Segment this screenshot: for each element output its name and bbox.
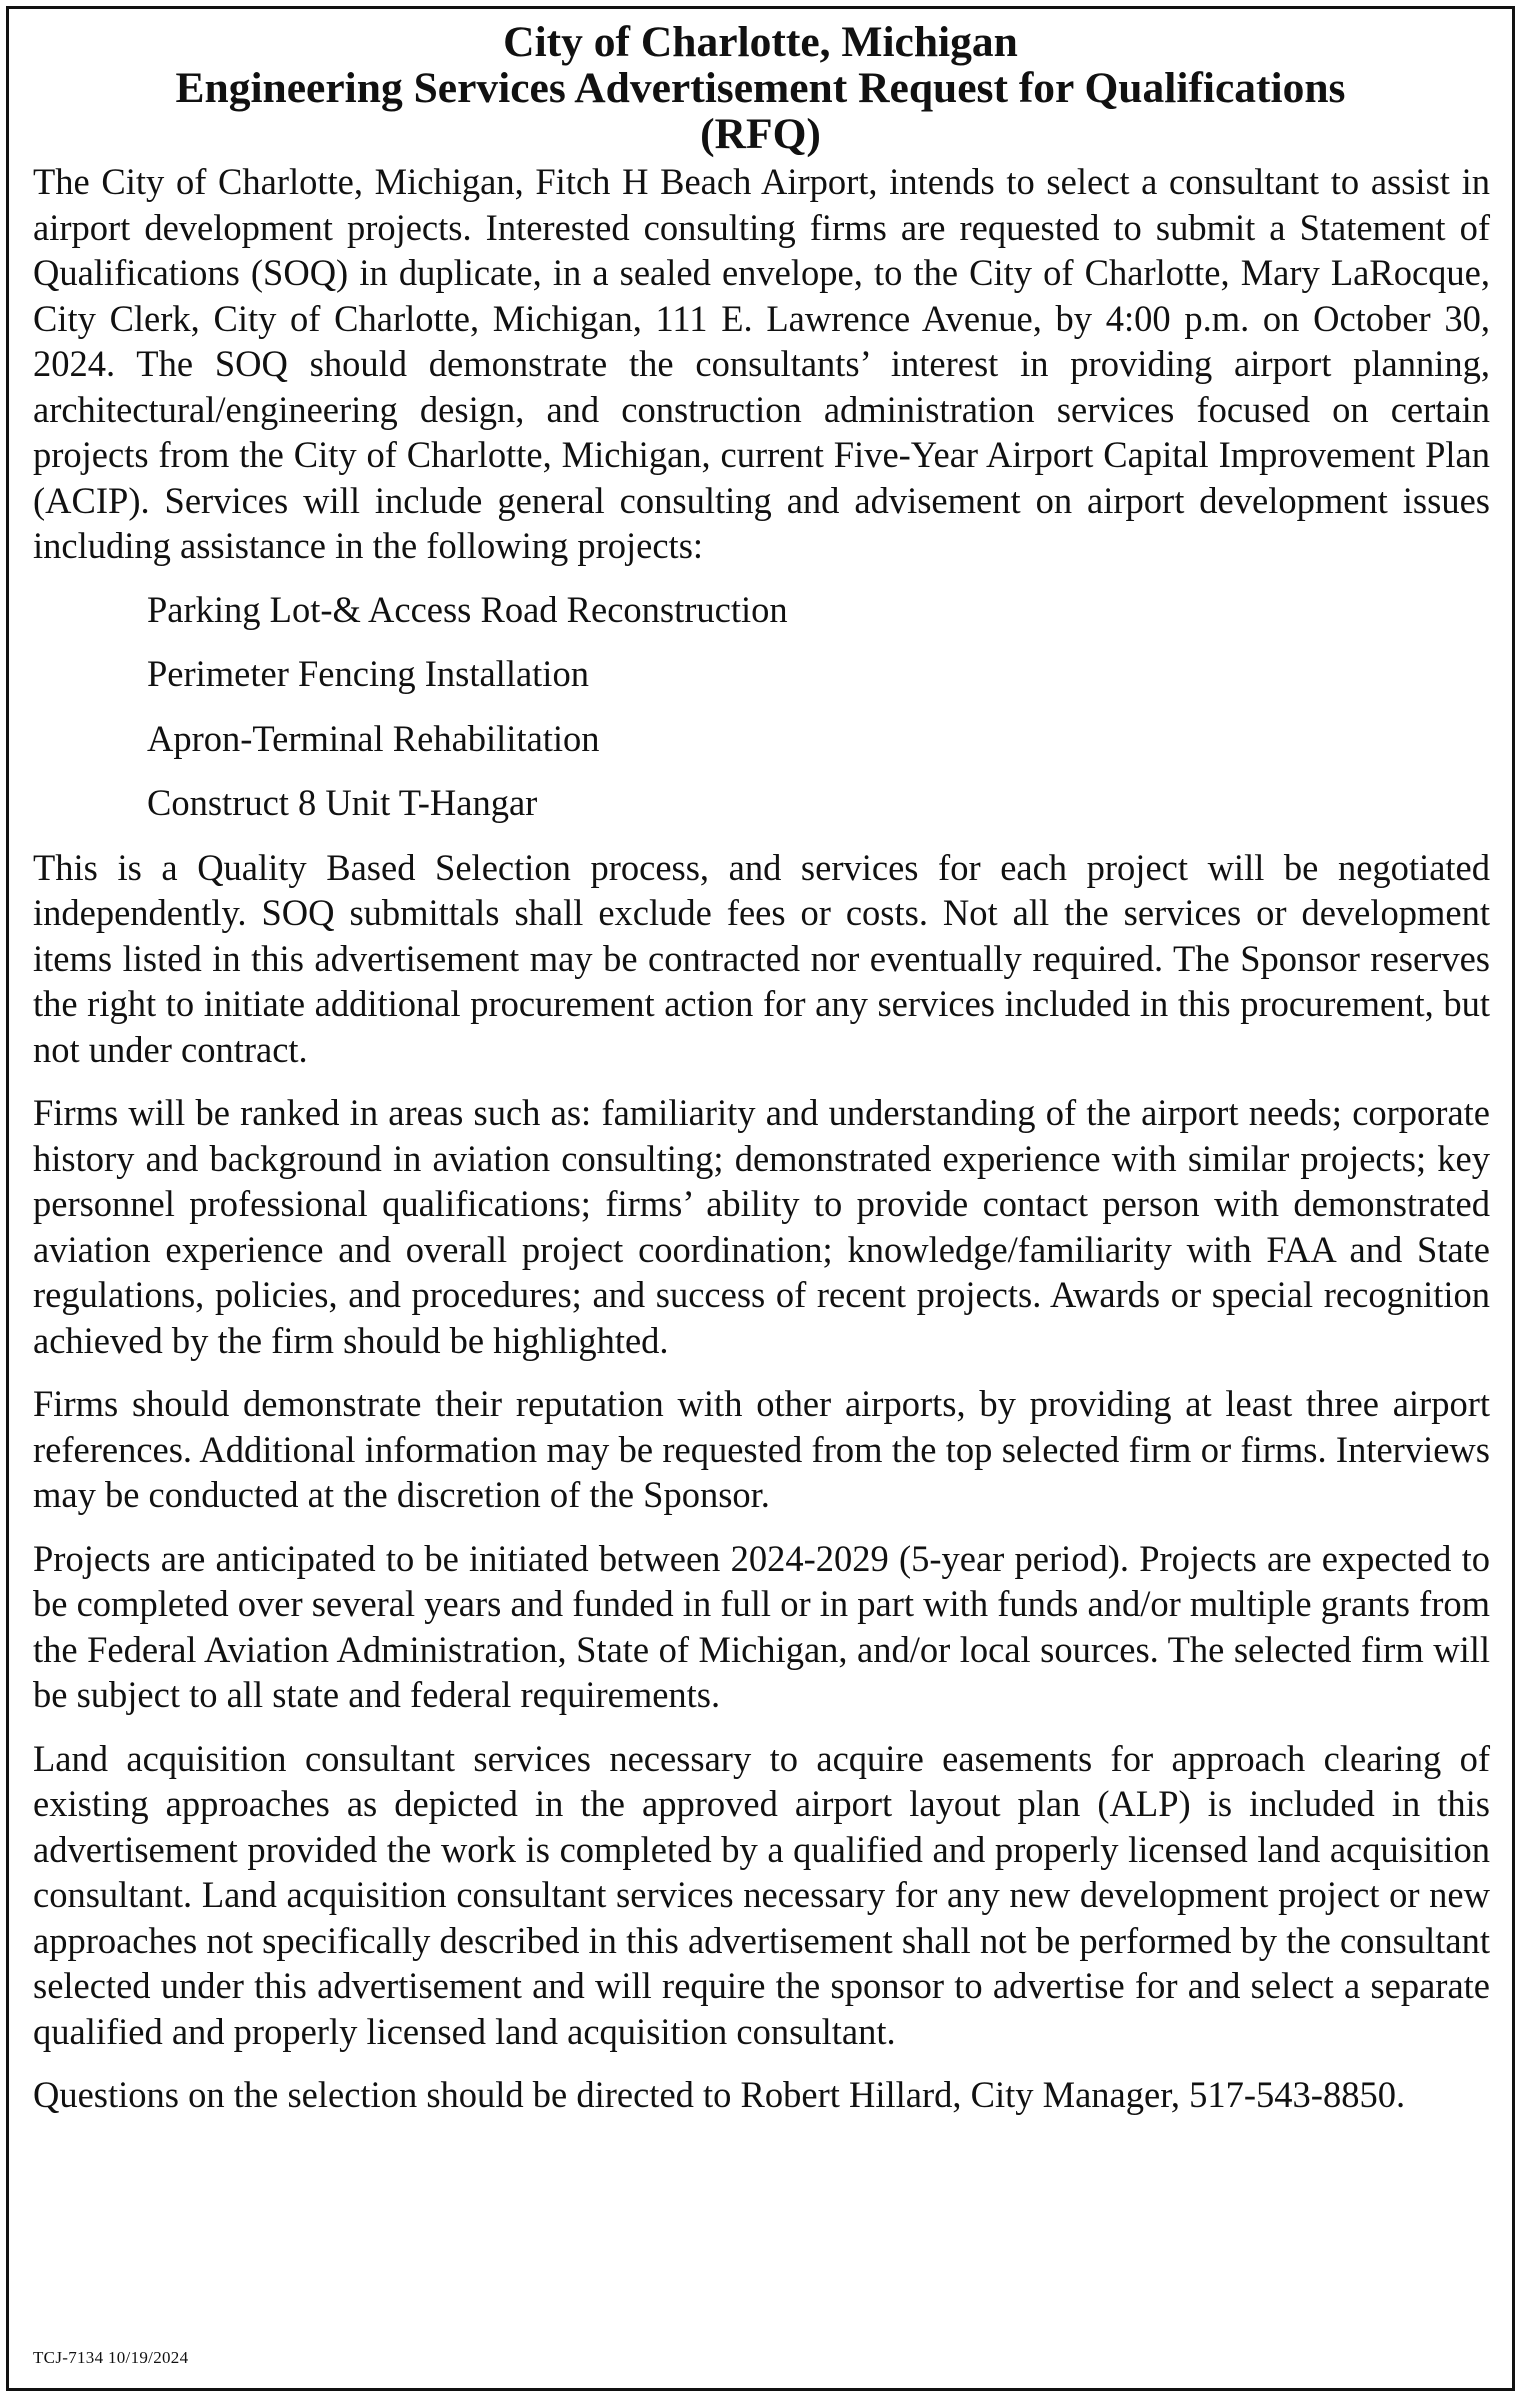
intro-paragraph: The City of Charlotte, Michigan, Fitch H Beach Airport, intends to select a consultant to assist in airport development projects. Interested consulting firms are requested to submit a Statement of Qualifications (SOQ) in duplicate, in a sealed envelope, to the City of Charlotte, Mary LaRocque, City Clerk, City of Charlotte, Michigan, 111 E. Lawrence Avenue, by 4:00 p.m. on October 30, 2024. The SOQ should demonstrate the consultants’ interest in providing airport planning, architectural/engineering design, and construction administration services focused on certain projects from the City of Charlotte, Michigan, current Five-Year Airport Capital Improvement Plan (ACIP). Services will include general consulting and advisement on airport development issues including assistance in the following projects:	[33, 161, 1490, 566]
ranking-criteria-paragraph: Firms will be ranked in areas such as: familiarity and understanding of the airport needs; corporate history and background in aviation consulting; demonstrated experience with similar projects; key personnel professional qualifications; firms’ ability to provide contact person with demonstrated aviation experience and overall project coordination; knowledge/familiarity with FAA and State regulations, policies, and procedures; and success of recent projects. Awards or special recognition achieved by the firm should be highlighted.	[33, 1092, 1490, 1361]
selection-process-paragraph: This is a Quality Based Selection process, and services for each project will be negotiated independently. SOQ submittals shall exclude fees or costs. Not all the services or development items listed in this advertisement may be contracted nor eventually required. The Sponsor reserves the right to initiate additional procurement action for any services included in this procurement, but not under contract.	[33, 846, 1490, 1070]
title-rfq: Engineering Services Advertisement Request for Qualifications	[175, 64, 1346, 112]
ad-id-footer: TCJ-7134 10/19/2024	[33, 2348, 189, 2367]
land-acquisition-paragraph: Land acquisition consultant services necessary to acquire easements for approach clearing of existing approaches as depicted in the approved airport layout plan (ALP) is included in this advertisement provided the work is completed by a qualified and properly licensed land acquisition consultant. Land acquisition consultant services necessary for any new development project or new approaches not specifically described in this advertisement shall not be performed by the consultant selected under this advertisement and will require the sponsor to advertise for and select a separate qualified and properly licensed land acquisition consultant.	[33, 1737, 1490, 2052]
project-timeline-paragraph: Projects are anticipated to be initiated between 2024-2029 (5-year period). Projects are expected to be completed over several years and funded in full or in part with funds and/or multiple grants from the Federal Aviation Administration, State of Michigan, and/or local sources. The selected firm will be subject to all state and federal requirements.	[33, 1537, 1490, 1715]
advertisement-frame	[6, 6, 1515, 2391]
project-list	[33, 587, 1490, 826]
project-item: Construct 8 Unit T-Hangar	[147, 782, 538, 823]
contact-paragraph: Questions on the selection should be directed to Robert Hillard, City Manager, 517-543-8850.	[33, 2074, 1406, 2115]
project-item: Apron-Terminal Rehabilitation	[147, 717, 600, 759]
project-item: Perimeter Fencing Installation	[147, 653, 589, 694]
references-paragraph: Firms should demonstrate their reputation with other airports, by providing at least three airport references. Additional information may be requested from the top selected firm or firms. Interviews may be conducted at the discretion of the Sponsor.	[33, 1383, 1490, 1515]
title-rfq-abbrev: (RFQ)	[700, 110, 821, 158]
project-item: Parking Lot-& Access Road Reconstruction	[147, 588, 788, 630]
ad-body	[33, 159, 1490, 2136]
title-city: City of Charlotte, Michigan	[503, 18, 1018, 66]
ad-header	[9, 19, 1512, 157]
